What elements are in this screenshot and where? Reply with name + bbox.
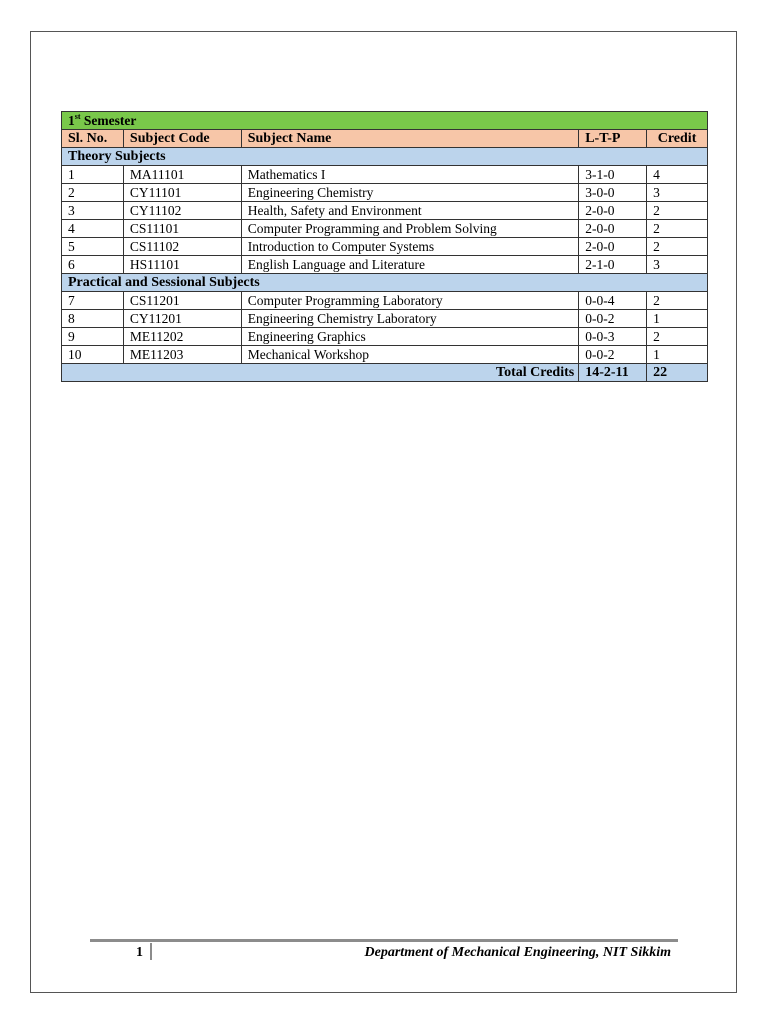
subject-code-cell: CS11102 (123, 238, 241, 256)
subject-code-cell: CS11201 (123, 292, 241, 310)
sl-no-cell: 9 (62, 328, 124, 346)
subject-code-cell: CY11201 (123, 310, 241, 328)
subject-name-cell: Computer Programming Laboratory (241, 292, 579, 310)
subject-name-cell: Engineering Chemistry (241, 184, 579, 202)
ltp-cell: 2-0-0 (579, 220, 647, 238)
sl-no-cell: 4 (62, 220, 124, 238)
sl-no-cell: 5 (62, 238, 124, 256)
table-row (62, 166, 708, 184)
ltp-cell: 3-1-0 (579, 166, 647, 184)
footer-rule (90, 939, 678, 942)
sl-no-cell: 8 (62, 310, 124, 328)
ltp-cell: 2-0-0 (579, 238, 647, 256)
ltp-cell: 2-1-0 (579, 256, 647, 274)
footer-separator (150, 943, 152, 960)
credit-cell: 1 (647, 346, 708, 364)
section-header-row (62, 274, 708, 292)
credit-cell: 2 (647, 202, 708, 220)
subject-code-cell: MA11101 (123, 166, 241, 184)
credit-cell: 2 (647, 328, 708, 346)
table-row (62, 310, 708, 328)
section-header-row (62, 148, 708, 166)
semester-ordinal: st (74, 111, 81, 121)
subject-name-cell: Mathematics I (241, 166, 579, 184)
ltp-cell: 0-0-2 (579, 346, 647, 364)
total-ltp: 14-2-11 (579, 364, 647, 382)
ltp-cell: 0-0-3 (579, 328, 647, 346)
sl-no-cell: 7 (62, 292, 124, 310)
credit-cell: 1 (647, 310, 708, 328)
subject-name-cell: Mechanical Workshop (241, 346, 579, 364)
subject-code-cell: CY11102 (123, 202, 241, 220)
column-header-row (62, 130, 708, 148)
sl-no-cell: 6 (62, 256, 124, 274)
header-subject-code: Subject Code (123, 130, 241, 148)
total-row (62, 364, 708, 382)
subject-code-cell: ME11202 (123, 328, 241, 346)
subject-code-cell: ME11203 (123, 346, 241, 364)
ltp-cell: 0-0-4 (579, 292, 647, 310)
credit-cell: 3 (647, 256, 708, 274)
sl-no-cell: 1 (62, 166, 124, 184)
table-row (62, 292, 708, 310)
total-credits-label: Total Credits (62, 364, 579, 382)
subject-code-cell: CS11101 (123, 220, 241, 238)
footer-department: Department of Mechanical Engineering, NIT Sikkim (364, 945, 671, 960)
page-number: 1 (136, 945, 143, 960)
ltp-cell: 0-0-2 (579, 310, 647, 328)
subject-code-cell: CY11101 (123, 184, 241, 202)
table-row (62, 328, 708, 346)
total-credit: 22 (647, 364, 708, 382)
credit-cell: 2 (647, 238, 708, 256)
header-subject-name: Subject Name (241, 130, 579, 148)
table-row (62, 346, 708, 364)
credit-cell: 4 (647, 166, 708, 184)
subject-name-cell: English Language and Literature (241, 256, 579, 274)
credit-cell: 2 (647, 292, 708, 310)
sl-no-cell: 3 (62, 202, 124, 220)
table-row (62, 184, 708, 202)
ltp-cell: 2-0-0 (579, 202, 647, 220)
table-row (62, 256, 708, 274)
semester-title-row (62, 112, 708, 130)
header-credit: Credit (647, 130, 708, 148)
semester-table (61, 111, 708, 382)
sl-no-cell: 2 (62, 184, 124, 202)
subject-name-cell: Computer Programming and Problem Solving (241, 220, 579, 238)
section-title: Practical and Sessional Subjects (62, 274, 708, 292)
subject-name-cell: Engineering Graphics (241, 328, 579, 346)
credit-cell: 3 (647, 184, 708, 202)
subject-name-cell: Introduction to Computer Systems (241, 238, 579, 256)
semester-number: 1 (68, 112, 75, 128)
sl-no-cell: 10 (62, 346, 124, 364)
subject-name-cell: Health, Safety and Environment (241, 202, 579, 220)
semester-label: Semester (80, 112, 137, 128)
header-ltp: L-T-P (579, 130, 647, 148)
subject-code-cell: HS11101 (123, 256, 241, 274)
ltp-cell: 3-0-0 (579, 184, 647, 202)
table-row (62, 220, 708, 238)
subject-name-cell: Engineering Chemistry Laboratory (241, 310, 579, 328)
semester-title (62, 112, 708, 130)
table-row (62, 238, 708, 256)
section-title: Theory Subjects (62, 148, 708, 166)
credit-cell: 2 (647, 220, 708, 238)
header-sl-no: Sl. No. (62, 130, 124, 148)
table-row (62, 202, 708, 220)
